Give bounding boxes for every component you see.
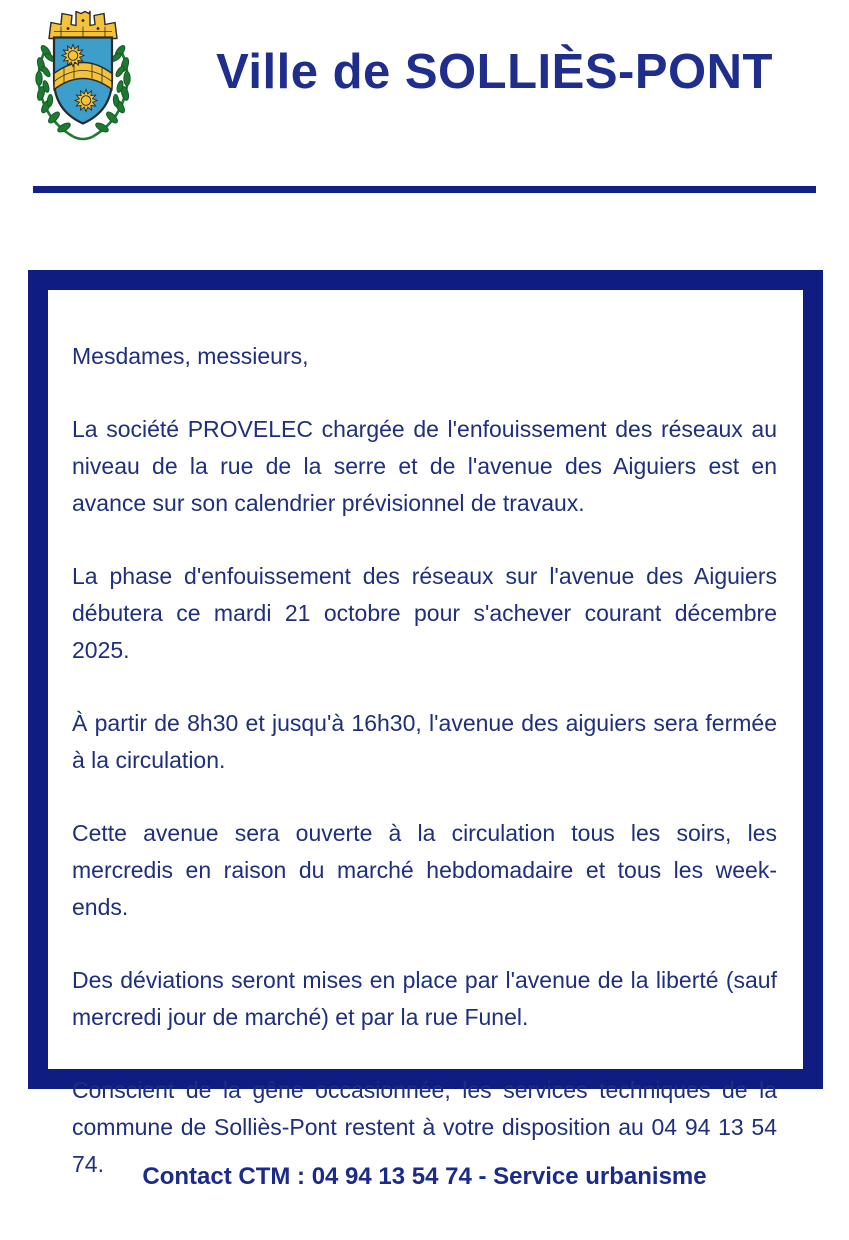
notice-paragraph: Des déviations seront mises en place par l'avenue de la liberté (sauf mercredi jour de marché) et par la rue Funel.	[72, 967, 777, 1030]
notice-paragraph: La phase d'enfouissement des réseaux sur l'avenue des Aiguiers débutera ce mardi 21 octobre pour s'achever courant décembre 2025.	[72, 563, 777, 663]
page-title: Ville de SOLLIÈS-PONT	[216, 45, 773, 99]
footer-contact: Contact CTM : 04 94 13 54 74 - Service urbanisme	[142, 1163, 707, 1190]
notice-paragraph: Cette avenue sera ouverte à la circulation tous les soirs, les mercredis en raison du marché hebdomadaire et tous les week-ends.	[72, 820, 777, 920]
notice-paragraph: À partir de 8h30 et jusqu'à 16h30, l'avenue des aiguiers sera fermée à la circulation.	[72, 710, 777, 773]
notice-paragraph: La société PROVELEC chargée de l'enfouissement des réseaux au niveau de la rue de la serre et de l'avenue des Aiguiers est en avance sur son calendrier prévisionnel de travaux.	[72, 416, 777, 516]
coat-of-arms-icon	[28, 6, 138, 144]
header-divider	[33, 186, 816, 193]
notice-paragraph: Conscient de la gêne occasionnée, les services techniques de la commune de Solliès-Pont restent à votre disposition au 04 94 13 54 74.	[72, 1077, 777, 1177]
mural-crown	[49, 12, 117, 39]
shield-icon	[54, 38, 112, 124]
notice-paragraph-salutation: Mesdames, messieurs,	[72, 343, 309, 369]
